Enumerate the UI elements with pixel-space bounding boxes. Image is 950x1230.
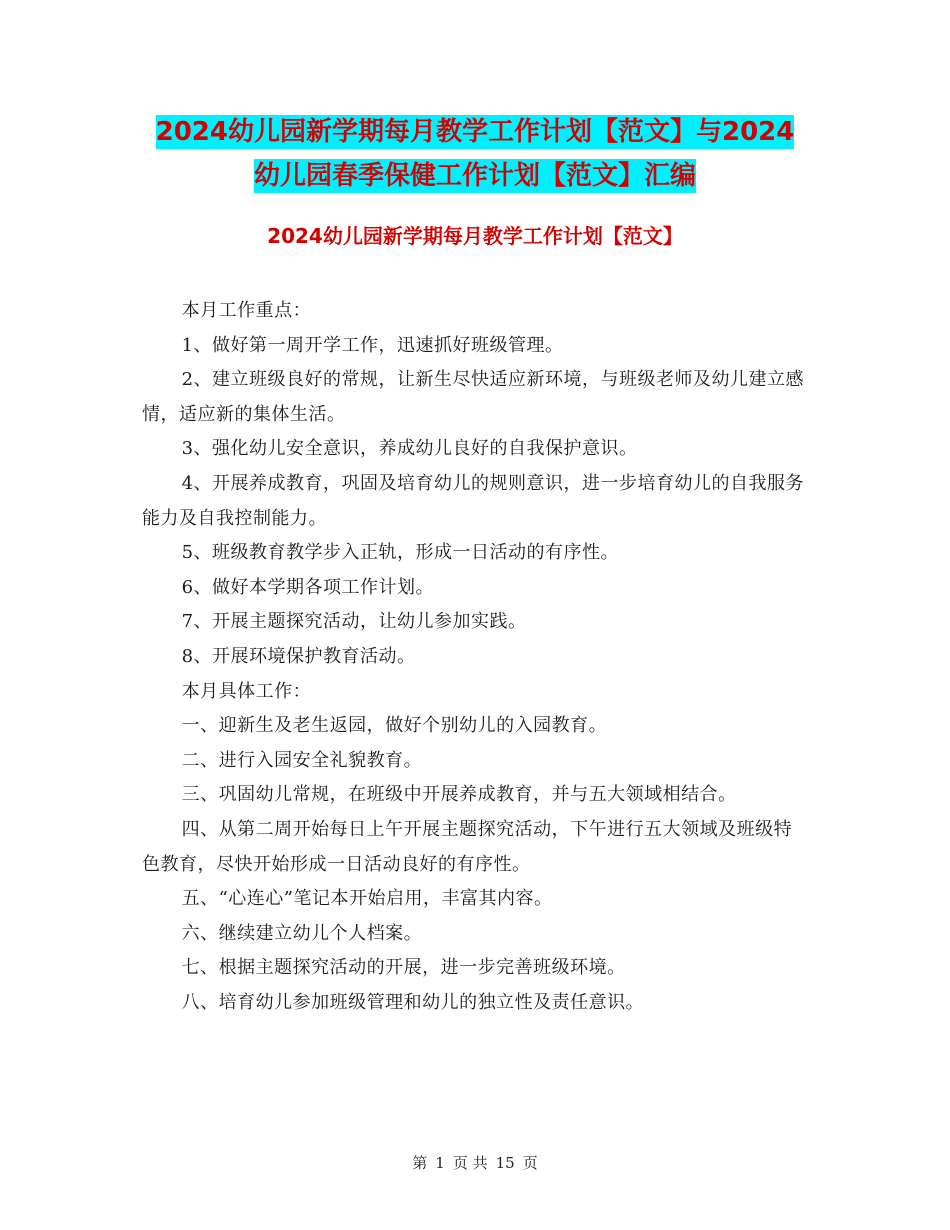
title-line-2: 幼儿园春季保健工作计划【范文】汇编 [253, 161, 696, 191]
paragraph: 一、迎新生及老生返园，做好个别幼儿的入园教育。 [181, 715, 608, 737]
paragraph: 5、班级教育教学步入正轨，形成一日活动的有序性。 [181, 542, 620, 564]
paragraph: 五、“心连心”笔记本开始启用，丰富其内容。 [181, 888, 553, 910]
paragraph: 六、继续建立幼儿个人档案。 [181, 922, 423, 944]
paragraph: 七、根据主题探究活动的开展，进一步完善班级环境。 [181, 957, 626, 979]
paragraph: 本月具体工作： [181, 680, 312, 702]
paragraph: 本月工作重点： [181, 300, 312, 321]
footer-suffix: 页 [522, 1154, 538, 1172]
footer-total-pages: 15 [495, 1154, 515, 1172]
paragraph: 2、建立班级良好的常规，让新生尽快适应新环境，与班级老师及幼儿建立感情，适应新的集体生活。 [142, 369, 805, 425]
document-title [140, 110, 810, 198]
page-footer [0, 1152, 950, 1173]
paragraph: 8、开展环境保护教育活动。 [181, 645, 416, 667]
paragraph: 四、从第二周开始每日上午开展主题探究活动，下午进行五大领域及班级特色教育，尽快开始形成一日活动良好的有序性。 [142, 818, 793, 875]
section-title: 2024幼儿园新学期每月教学工作计划【范文】 [267, 224, 683, 248]
footer-page-number: 1 [435, 1154, 445, 1172]
paragraph: 八、培育幼儿参加班级管理和幼儿的独立性及责任意识。 [181, 991, 645, 1013]
paragraph: 4、开展养成教育，巩固及培育幼儿的规则意识，进一步培育幼儿的自我服务能力及自我控制能力。 [142, 472, 805, 529]
title-line-1: 2024幼儿园新学期每月教学工作计划【范文】与2024 [155, 117, 795, 147]
paragraph: 1、做好第一周开学工作，迅速抓好班级管理。 [181, 334, 564, 356]
document-body [142, 294, 810, 1020]
footer-prefix: 第 [412, 1154, 428, 1172]
paragraph: 二、进行入园安全礼貌教育。 [181, 749, 423, 771]
footer-mid: 页 共 [452, 1154, 488, 1172]
paragraph: 6、做好本学期各项工作计划。 [181, 576, 435, 598]
paragraph: 7、开展主题探究活动，让幼儿参加实践。 [181, 611, 527, 633]
paragraph: 3、强化幼儿安全意识，养成幼儿良好的自我保护意识。 [181, 438, 638, 460]
paragraph: 三、巩固幼儿常规，在班级中开展养成教育，并与五大领域相结合。 [181, 784, 737, 806]
